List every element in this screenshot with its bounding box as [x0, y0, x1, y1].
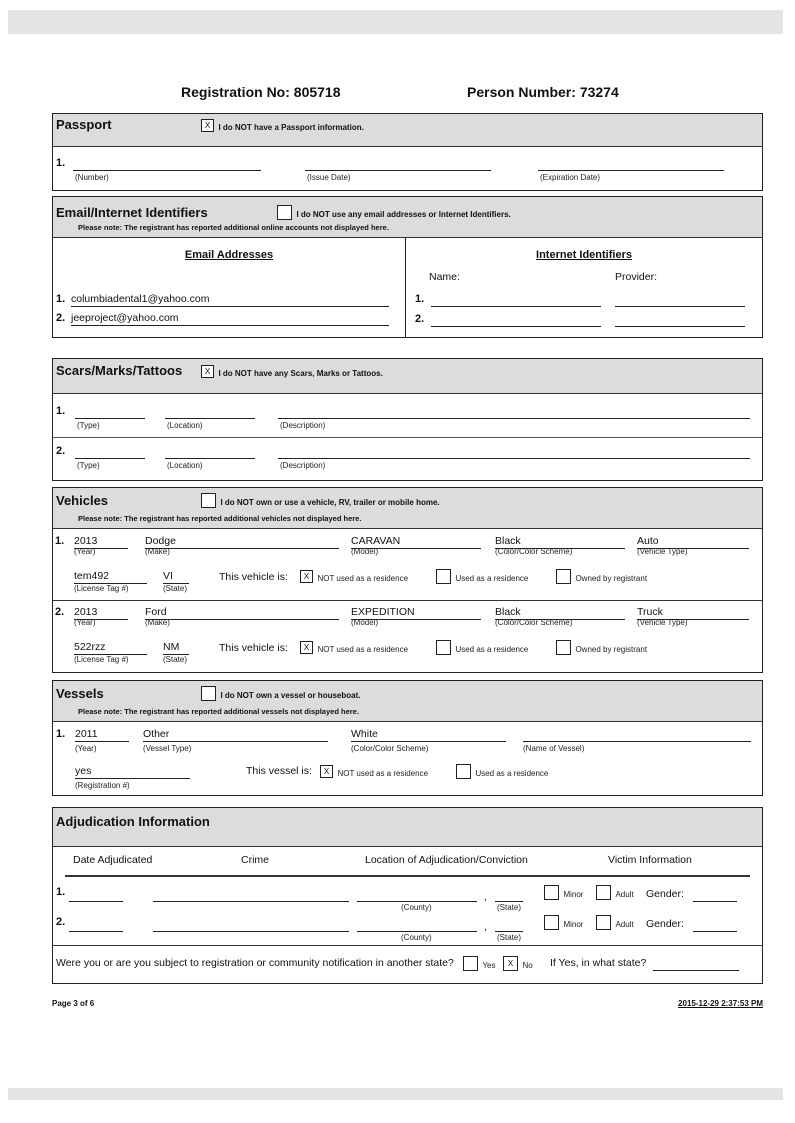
- location-field: [165, 405, 255, 419]
- license-state: NM: [163, 641, 189, 655]
- field-label: (Vehicle Type): [637, 618, 688, 627]
- county-field: [357, 888, 477, 902]
- timestamp: 2015-12-29 2:37:53 PM: [678, 999, 763, 1008]
- checkbox-label: I do NOT have any Scars, Marks or Tattoos.: [218, 369, 383, 378]
- minor-checkbox[interactable]: [544, 914, 583, 932]
- not-residence-checkbox[interactable]: [320, 763, 428, 781]
- person-value: 73274: [579, 84, 619, 100]
- field-label: (Color/Color Scheme): [351, 744, 429, 753]
- if-yes-label: If Yes, in what state?: [550, 957, 647, 969]
- type-field: [75, 445, 145, 459]
- checkbox[interactable]: [201, 493, 216, 508]
- section-title: Vessels: [56, 686, 104, 701]
- vehicle-model: CARAVAN: [351, 535, 481, 549]
- checkbox-label: Owned by registrant: [575, 574, 648, 583]
- row-divider: [53, 600, 762, 601]
- field-label: (Type): [77, 461, 100, 470]
- vessel-year: 2011: [75, 728, 129, 742]
- field-label: (County): [401, 933, 432, 942]
- owned-checkbox[interactable]: [556, 568, 647, 586]
- column-header: Date Adjudicated: [73, 854, 153, 866]
- checkbox[interactable]: X: [300, 641, 313, 654]
- not-residence-checkbox[interactable]: [300, 639, 408, 657]
- field-label: (Issue Date): [307, 173, 351, 182]
- vehicle-is-label: This vehicle is:: [219, 571, 288, 583]
- checkbox-label: NOT used as a residence: [317, 574, 409, 583]
- column-header: Crime: [241, 854, 269, 866]
- checkbox-label: Minor: [563, 920, 584, 929]
- email-value: columbiadental1@yahoo.com: [71, 293, 389, 307]
- checkbox[interactable]: [277, 205, 292, 220]
- section-title: Vehicles: [56, 493, 109, 508]
- checkbox[interactable]: X: [300, 570, 313, 583]
- checkbox[interactable]: X: [201, 365, 214, 378]
- gender-label: Gender:: [646, 918, 684, 930]
- field-label: (Model): [351, 618, 379, 627]
- vehicle-type: Truck: [637, 606, 749, 620]
- checkbox-label: No: [522, 961, 533, 970]
- gender-label: Gender:: [646, 888, 684, 900]
- scars-section: [52, 358, 763, 481]
- field-label: (State): [163, 655, 188, 664]
- checkbox-label: NOT used as a residence: [337, 769, 429, 778]
- passport-section: [52, 113, 763, 191]
- section-title: Scars/Marks/Tattoos: [56, 363, 183, 378]
- field-label: (Year): [74, 547, 96, 556]
- checkbox[interactable]: [436, 640, 451, 655]
- checkbox-label: Used as a residence: [475, 769, 549, 778]
- checkbox-label: Adult: [615, 890, 634, 899]
- vehicle-make: Ford: [145, 606, 339, 620]
- checkbox-label: Yes: [482, 961, 496, 970]
- row-divider: [53, 945, 762, 946]
- owned-checkbox[interactable]: [556, 639, 647, 657]
- identifier-name-field: [431, 313, 601, 327]
- vehicle-type: Auto: [637, 535, 749, 549]
- checkbox[interactable]: X: [503, 956, 518, 971]
- field-label: (State): [497, 933, 522, 942]
- field-label: (State): [163, 584, 188, 593]
- crime-field: [153, 918, 349, 932]
- adult-checkbox[interactable]: [596, 884, 634, 902]
- checkbox[interactable]: [456, 764, 471, 779]
- section-title: Adjudication Information: [56, 814, 210, 829]
- row-number: 1.: [415, 293, 425, 305]
- email-heading: Email Addresses: [184, 249, 274, 261]
- type-field: [75, 405, 145, 419]
- vehicle-year: 2013: [74, 606, 128, 620]
- vehicle-model: EXPEDITION: [351, 606, 481, 620]
- checkbox-label: Used as a residence: [455, 574, 529, 583]
- comma: ,: [484, 921, 487, 933]
- vessels-section: [52, 680, 763, 796]
- no-passport-checkbox[interactable]: [201, 117, 364, 135]
- adjudication-section: [52, 807, 763, 984]
- checkbox[interactable]: [463, 956, 478, 971]
- checkbox-label: I do NOT have a Passport information.: [218, 123, 364, 132]
- checkbox[interactable]: [544, 885, 559, 900]
- state-field: [495, 918, 523, 932]
- row-number: 2.: [56, 312, 66, 324]
- field-label: (Year): [75, 744, 97, 753]
- registration-number: [181, 84, 341, 100]
- minor-checkbox[interactable]: [544, 884, 583, 902]
- no-vehicle-checkbox[interactable]: [201, 492, 440, 510]
- field-label: (County): [401, 903, 432, 912]
- no-scars-checkbox[interactable]: [201, 363, 383, 381]
- other-state-question: Were you or are you subject to registration or community notification in another state?: [56, 957, 454, 969]
- yes-checkbox[interactable]: [463, 955, 496, 973]
- registration-label: Registration No:: [181, 84, 290, 100]
- scan-band-bottom: [8, 1088, 783, 1100]
- identifier-provider-field: [615, 313, 745, 327]
- residence-checkbox[interactable]: [456, 763, 548, 781]
- checkbox[interactable]: [201, 686, 216, 701]
- checkbox-label: Minor: [563, 890, 584, 899]
- section-title: Passport: [56, 117, 112, 132]
- adult-checkbox[interactable]: [596, 914, 634, 932]
- vehicle-color: Black: [495, 606, 625, 620]
- note: Please note: The registrant has reported additional online accounts not displayed here.: [78, 223, 389, 232]
- date-field: [69, 918, 123, 932]
- identifier-name-field: [431, 293, 601, 307]
- field-label: (Description): [280, 461, 326, 470]
- scars-header: [53, 359, 762, 394]
- field-label: (Number): [75, 173, 109, 182]
- comma: ,: [484, 891, 487, 903]
- vessel-type: Other: [143, 728, 328, 742]
- row-number: 2.: [56, 445, 66, 457]
- provider-label: Provider:: [615, 271, 658, 283]
- crime-field: [153, 888, 349, 902]
- checkbox-label: NOT used as a residence: [317, 645, 409, 654]
- field-label: (Location): [167, 461, 203, 470]
- vessels-header: [53, 681, 762, 722]
- field-label: (Color/Color Scheme): [495, 547, 573, 556]
- note: Please note: The registrant has reported additional vessels not displayed here.: [78, 707, 359, 716]
- field-label: (Expiration Date): [540, 173, 601, 182]
- license-state: VI: [163, 570, 189, 584]
- description-field: [278, 445, 750, 459]
- field-label: (Location): [167, 421, 203, 430]
- gender-field: [693, 918, 737, 932]
- row-number: 1.: [56, 886, 66, 898]
- registration-value: 805718: [293, 84, 341, 100]
- section-title: Email/Internet Identifiers: [56, 205, 208, 220]
- checkbox-label: I do NOT own or use a vehicle, RV, trailer or mobile home.: [220, 498, 440, 507]
- column-header: Victim Information: [608, 854, 692, 866]
- no-email-checkbox[interactable]: [277, 204, 511, 222]
- location-field: [165, 445, 255, 459]
- page-number: Page 3 of 6: [52, 999, 95, 1008]
- identifier-provider-field: [615, 293, 745, 307]
- field-label: (Make): [145, 547, 170, 556]
- other-state-field[interactable]: [653, 957, 739, 971]
- field-label: (License Tag #): [74, 655, 129, 664]
- expiration-date-field: [538, 157, 724, 171]
- row-number: 2.: [415, 313, 425, 325]
- row-number: 1.: [56, 157, 66, 169]
- checkbox-label: Used as a residence: [455, 645, 529, 654]
- date-field: [69, 888, 123, 902]
- row-number: 1.: [55, 535, 65, 547]
- field-label: (Color/Color Scheme): [495, 618, 573, 627]
- email-value: jeeproject@yahoo.com: [71, 312, 389, 326]
- checkbox[interactable]: [596, 915, 611, 930]
- no-checkbox[interactable]: [503, 955, 533, 973]
- description-field: [278, 405, 750, 419]
- row-number: 2.: [55, 606, 65, 618]
- row-number: 1.: [56, 405, 66, 417]
- adjudication-header: [53, 808, 762, 847]
- vessel-name: [523, 728, 751, 742]
- vessel-registration: yes: [75, 765, 190, 779]
- field-label: (Type): [77, 421, 100, 430]
- checkbox-label: I do NOT own a vessel or houseboat.: [220, 691, 361, 700]
- internet-heading: Internet Identifiers: [536, 249, 632, 261]
- gender-field: [693, 888, 737, 902]
- field-label: (License Tag #): [74, 584, 129, 593]
- checkbox-label: Adult: [615, 920, 634, 929]
- vehicle-make: Dodge: [145, 535, 339, 549]
- vehicle-is-label: This vehicle is:: [219, 642, 288, 654]
- county-field: [357, 918, 477, 932]
- scan-band-top: [8, 10, 783, 34]
- vehicle-year: 2013: [74, 535, 128, 549]
- state-field: [495, 888, 523, 902]
- row-number: 2.: [56, 916, 66, 928]
- person-number: [467, 84, 619, 100]
- passport-header: [53, 114, 762, 147]
- license-tag: 522rzz: [74, 641, 147, 655]
- residence-checkbox[interactable]: [436, 568, 528, 586]
- not-residence-checkbox[interactable]: [300, 568, 408, 586]
- email-section: [52, 196, 763, 338]
- checkbox-label: I do NOT use any email addresses or Internet Identifiers.: [296, 210, 511, 219]
- header-rule: [65, 875, 750, 877]
- checkbox[interactable]: [556, 569, 571, 584]
- column-header: Location of Adjudication/Conviction: [365, 854, 528, 866]
- note: Please note: The registrant has reported additional vehicles not displayed here.: [78, 514, 362, 523]
- row-number: 1.: [56, 728, 66, 740]
- field-label: (Registration #): [75, 781, 130, 790]
- field-label: (Model): [351, 547, 379, 556]
- field-label: (Year): [74, 618, 96, 627]
- row-divider: [53, 437, 762, 438]
- vehicles-header: [53, 488, 762, 529]
- row-number: 1.: [56, 293, 66, 305]
- vessel-color: White: [351, 728, 506, 742]
- vessel-is-label: This vessel is:: [246, 765, 312, 777]
- field-label: (State): [497, 903, 522, 912]
- issue-date-field: [305, 157, 491, 171]
- license-tag: tem492: [74, 570, 147, 584]
- email-header: [53, 197, 762, 238]
- person-label: Person Number:: [467, 84, 576, 100]
- field-label: (Make): [145, 618, 170, 627]
- vehicle-color: Black: [495, 535, 625, 549]
- checkbox[interactable]: [436, 569, 451, 584]
- checkbox[interactable]: [556, 640, 571, 655]
- passport-number-field: [73, 157, 261, 171]
- checkbox[interactable]: X: [201, 119, 214, 132]
- checkbox[interactable]: X: [320, 765, 333, 778]
- residence-checkbox[interactable]: [436, 639, 528, 657]
- field-label: (Vessel Type): [143, 744, 192, 753]
- checkbox[interactable]: [596, 885, 611, 900]
- field-label: (Vehicle Type): [637, 547, 688, 556]
- field-label: (Description): [280, 421, 326, 430]
- checkbox[interactable]: [544, 915, 559, 930]
- field-label: (Name of Vessel): [523, 744, 585, 753]
- checkbox-label: Owned by registrant: [575, 645, 648, 654]
- no-vessel-checkbox[interactable]: [201, 685, 360, 703]
- name-label: Name:: [429, 271, 460, 283]
